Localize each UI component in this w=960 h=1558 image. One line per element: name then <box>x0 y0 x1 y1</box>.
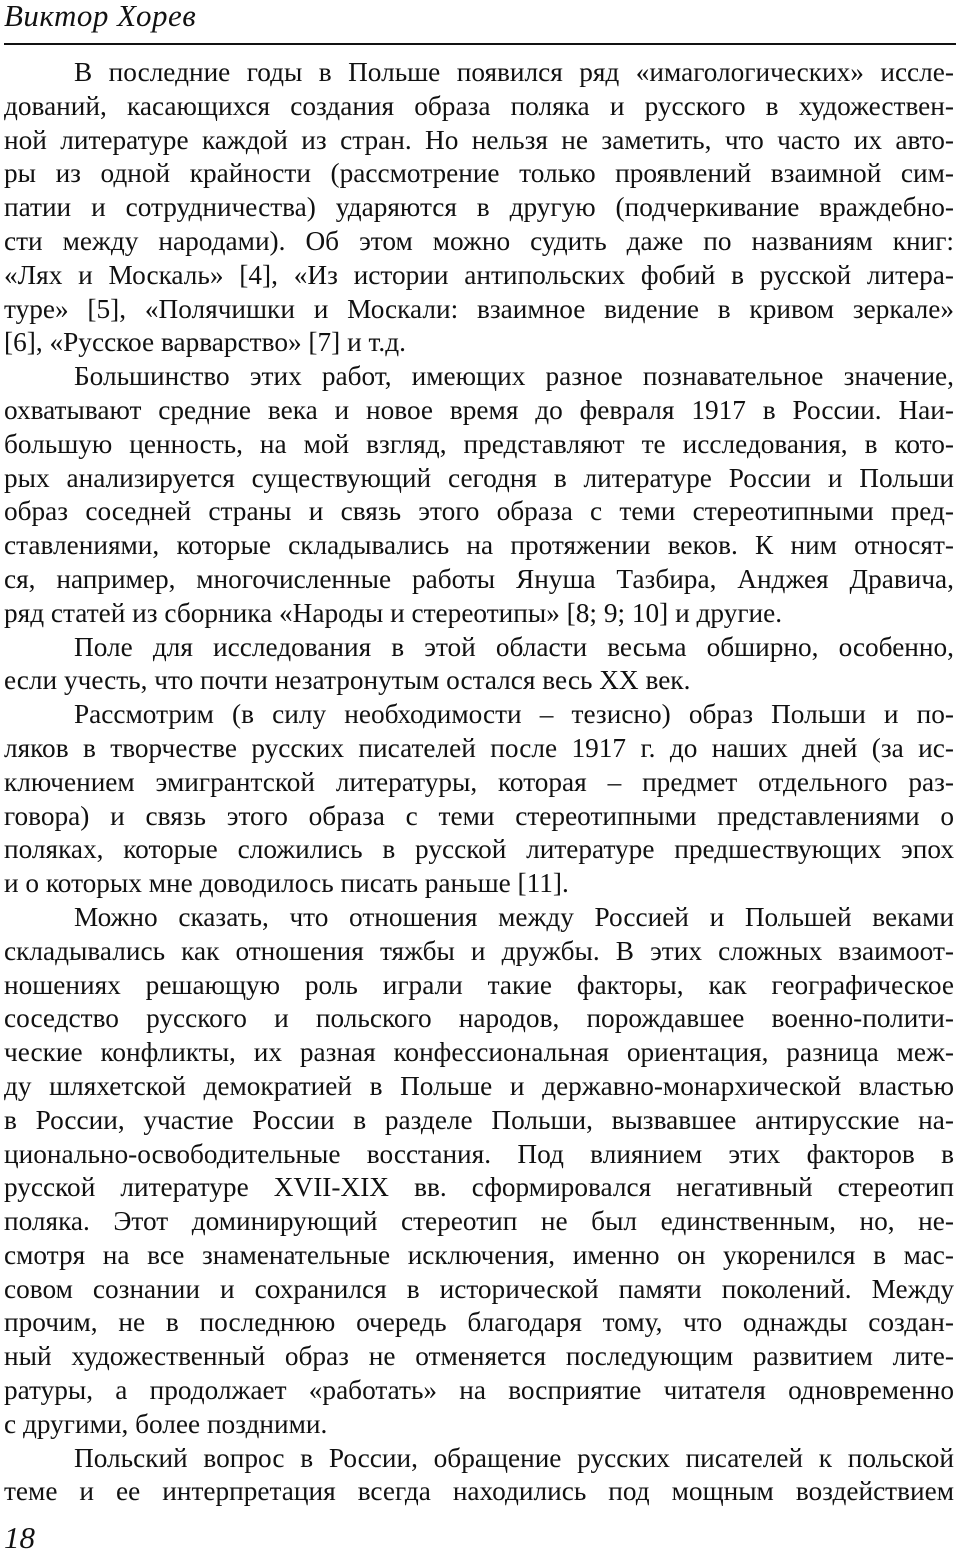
body-text <box>4 56 954 1509</box>
paragraph <box>4 698 954 901</box>
header-rule <box>4 43 956 45</box>
paragraph <box>4 1442 954 1510</box>
text-line: поляка. Этот доминирующий стереотип не был единственным, но, не- <box>4 1206 954 1237</box>
text-line: складывались как отношения тяжбы и дружбы. В этих сложных взаимоот- <box>4 935 954 966</box>
paragraph <box>4 901 954 1442</box>
text-line: ный художественный образ не отменяется последующим развитием лите- <box>4 1341 954 1372</box>
running-head-author: Виктор Хорев <box>4 0 197 33</box>
text-line: туре» [5], «Полячишки и Москали: взаимное видение в кривом зеркале» <box>4 293 954 324</box>
text-line: смотря на все знаменательные исключения, именно он укоренился в мас- <box>4 1239 954 1270</box>
text-line: прочим, не в последнюю очередь благодаря тому, что однажды создан- <box>4 1307 954 1338</box>
text-line: Можно сказать, что отношения между Россией и Польшей веками <box>74 901 954 932</box>
text-line: ду шляхетской демократией в Польше и державно-монархической властью <box>4 1070 954 1101</box>
text-line: дований, касающихся создания образа поляка и русского в художествен- <box>4 90 954 121</box>
text-line: «Лях и Москаль» [4], «Из истории антипольских фобий в русской литера- <box>4 259 954 290</box>
text-line: совом сознании и сохранился в исторической памяти поколений. Между <box>4 1273 954 1304</box>
text-line: ставлениями, которые складывались на протяжении веков. К ним относят- <box>4 530 954 561</box>
text-line: Поле для исследования в этой области весьма обширно, особенно, <box>74 631 954 662</box>
text-line: ряд статей из сборника «Народы и стереотипы» [8; 9; 10] и другие. <box>4 597 783 628</box>
text-line: ры из одной крайности (рассмотрение только проявлений взаимной сим- <box>4 158 954 189</box>
paragraph <box>4 631 954 699</box>
text-line: охватывают средние века и новое время до февраля 1917 в России. Наи- <box>4 394 954 425</box>
text-line: [6], «Русское варварство» [7] и т.д. <box>4 327 406 358</box>
text-line: русской литературе XVII-XIX вв. сформировался негативный стереотип <box>4 1172 954 1203</box>
text-line: Рассмотрим (в силу необходимости – тезисно) образ Польши и по- <box>74 699 954 730</box>
text-line: ческие конфликты, их разная конфессиональная ориентация, разница меж- <box>4 1037 954 1068</box>
text-line: ной литературе каждой из стран. Но нельзя не заметить, что часто их авто- <box>4 124 954 155</box>
text-line: если учесть, что почти незатронутым остался весь XX век. <box>4 665 691 696</box>
text-line: и о которых мне доводилось писать раньше [11]. <box>4 868 569 899</box>
text-line: сти между народами). Об этом можно судить даже по названиям книг: <box>4 225 954 256</box>
text-line: ционально-освободительные восстания. Под влиянием этих факторов в <box>4 1138 954 1169</box>
text-line: образ соседней страны и связь этого образа с теми стереотипными пред- <box>4 496 954 527</box>
paragraph <box>4 56 954 360</box>
text-line: рых анализируется существующий сегодня в литературе России и Польши <box>4 462 954 493</box>
text-line: Большинство этих работ, имеющих разное познавательное значение, <box>74 361 954 392</box>
text-line: с другими, более поздними. <box>4 1408 328 1439</box>
text-line: говора) и связь этого образа с теми стереотипными представлениями о <box>4 800 954 831</box>
page-number: 18 <box>4 1520 35 1555</box>
text-line: ся, например, многочисленные работы Януша Тазбира, Анджея Дравича, <box>4 563 954 594</box>
text-line: большую ценность, на мой взгляд, представляют те исследования, в кото- <box>4 428 954 459</box>
text-line: ратуры, а продолжает «работать» на восприятие читателя одновременно <box>4 1375 954 1406</box>
text-line: ключением эмигрантской литературы, которая – предмет отдельного раз- <box>4 766 954 797</box>
text-line: поляках, которые сложились в русской литературе предшествующих эпох <box>4 834 954 865</box>
text-line: в России, участие России в разделе Польши, вызвавшее антирусские на- <box>4 1104 954 1135</box>
text-line: В последние годы в Польше появился ряд «имагологических» иссле- <box>74 57 954 87</box>
paragraph <box>4 360 954 630</box>
text-line: ляков в творчестве русских писателей после 1917 г. до наших дней (за ис- <box>4 732 954 763</box>
text-line: теме и ее интерпретация всегда находились под мощным воздействием <box>4 1476 954 1507</box>
text-line: патии и сотрудничества) ударяются в другую (подчеркивание враждебно- <box>4 192 954 223</box>
text-line: Польский вопрос в России, обращение русских писателей к польской <box>74 1442 954 1473</box>
text-line: соседство русского и польского народов, порождавшее военно-полити- <box>4 1003 954 1034</box>
text-line: ношениях решающую роль играли такие факторы, как географическое <box>4 969 954 1000</box>
